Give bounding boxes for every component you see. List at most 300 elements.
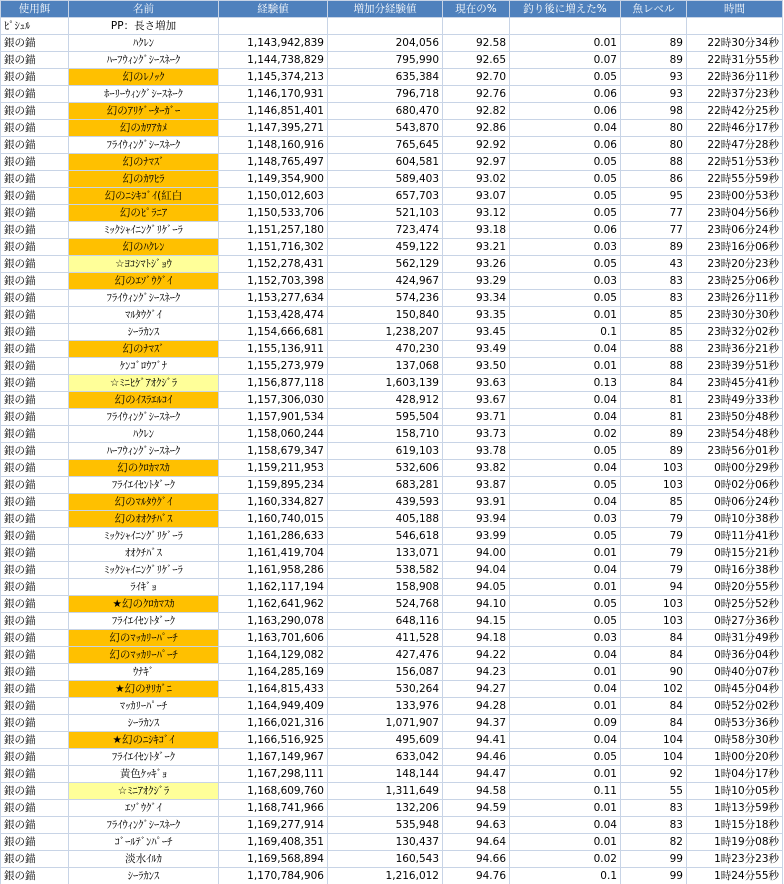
fish-level-cell[interactable]: 79 xyxy=(621,528,687,545)
fish-name-cell[interactable]: ﾎｰﾘｰｳｨﾝｸﾞｼｰｽﾈｰｸ xyxy=(69,86,219,103)
gain-cell[interactable]: 595,504 xyxy=(328,409,443,426)
exp-cell[interactable]: 1,164,285,169 xyxy=(219,664,328,681)
time-cell[interactable]: 1時23分23秒 xyxy=(687,851,783,868)
percent-cell[interactable]: 94.04 xyxy=(443,562,510,579)
increase-cell[interactable]: 0.01 xyxy=(510,698,621,715)
fish-level-cell[interactable]: 95 xyxy=(621,188,687,205)
bait-cell[interactable]: 銀の錨 xyxy=(1,851,69,868)
percent-cell[interactable]: 93.34 xyxy=(443,290,510,307)
exp-cell[interactable]: 1,159,895,234 xyxy=(219,477,328,494)
time-cell[interactable]: 0時52分02秒 xyxy=(687,698,783,715)
time-cell[interactable]: 23時30分30秒 xyxy=(687,307,783,324)
fish-name-cell[interactable]: ﾌﾗｲｴｲｾﾝﾄﾀﾞｰｸ xyxy=(69,477,219,494)
gain-cell[interactable]: 1,071,907 xyxy=(328,715,443,732)
percent-cell[interactable]: 94.46 xyxy=(443,749,510,766)
percent-cell[interactable]: 94.15 xyxy=(443,613,510,630)
fish-level-cell[interactable]: 85 xyxy=(621,307,687,324)
increase-cell[interactable]: 0.06 xyxy=(510,222,621,239)
percent-cell[interactable]: 94.10 xyxy=(443,596,510,613)
percent-cell[interactable]: 94.41 xyxy=(443,732,510,749)
increase-cell[interactable]: 0.05 xyxy=(510,205,621,222)
time-cell[interactable]: 0時27分36秒 xyxy=(687,613,783,630)
exp-cell[interactable]: 1,146,851,401 xyxy=(219,103,328,120)
exp-cell[interactable]: 1,151,257,180 xyxy=(219,222,328,239)
bait-cell[interactable]: 銀の錨 xyxy=(1,647,69,664)
fish-name-cell[interactable]: ☆ﾐﾆﾋｹﾞｱｵｸｼﾞﾗ xyxy=(69,375,219,392)
fish-level-cell[interactable]: 80 xyxy=(621,120,687,137)
percent-cell[interactable]: 92.58 xyxy=(443,35,510,52)
bait-cell[interactable]: 銀の錨 xyxy=(1,579,69,596)
gain-cell[interactable]: 635,384 xyxy=(328,69,443,86)
gain-cell[interactable]: 530,264 xyxy=(328,681,443,698)
fish-name-cell[interactable]: 幻のﾏｯｶﾘｰﾊﾟｰﾁ xyxy=(69,630,219,647)
time-cell[interactable]: 0時06分24秒 xyxy=(687,494,783,511)
percent-cell[interactable]: 93.94 xyxy=(443,511,510,528)
increase-cell[interactable]: 0.02 xyxy=(510,851,621,868)
fish-level-cell[interactable]: 88 xyxy=(621,358,687,375)
bait-cell[interactable]: 銀の錨 xyxy=(1,817,69,834)
fish-name-cell[interactable]: ★幻のｻﾘｶﾞﾆ xyxy=(69,681,219,698)
gain-cell[interactable]: 680,470 xyxy=(328,103,443,120)
increase-cell[interactable]: 0.01 xyxy=(510,307,621,324)
increase-cell[interactable]: 0.05 xyxy=(510,171,621,188)
exp-cell[interactable]: 1,168,741,966 xyxy=(219,800,328,817)
bait-cell[interactable]: 銀の錨 xyxy=(1,749,69,766)
increase-cell[interactable]: 0.01 xyxy=(510,766,621,783)
bait-cell[interactable]: 銀の錨 xyxy=(1,103,69,120)
gain-cell[interactable]: 411,528 xyxy=(328,630,443,647)
exp-cell[interactable]: 1,163,701,606 xyxy=(219,630,328,647)
time-cell[interactable]: 0時20分55秒 xyxy=(687,579,783,596)
exp-cell[interactable]: 1,150,533,706 xyxy=(219,205,328,222)
time-cell[interactable]: 23時49分33秒 xyxy=(687,392,783,409)
bait-cell[interactable]: 銀の錨 xyxy=(1,307,69,324)
fish-level-cell[interactable]: 92 xyxy=(621,766,687,783)
fish-level-cell[interactable]: 83 xyxy=(621,290,687,307)
fish-level-cell[interactable]: 94 xyxy=(621,579,687,596)
percent-cell[interactable]: 94.76 xyxy=(443,868,510,884)
fish-name-cell[interactable]: 幻のﾅﾏｽﾞ xyxy=(69,341,219,358)
fish-name-cell[interactable]: 幻のｴｿﾞｳｸﾞｲ xyxy=(69,273,219,290)
fish-level-cell[interactable] xyxy=(621,18,687,35)
time-cell[interactable]: 22時36分11秒 xyxy=(687,69,783,86)
percent-cell[interactable]: 93.87 xyxy=(443,477,510,494)
percent-cell[interactable]: 93.02 xyxy=(443,171,510,188)
time-cell[interactable]: 23時06分24秒 xyxy=(687,222,783,239)
gain-cell[interactable]: 574,236 xyxy=(328,290,443,307)
exp-cell[interactable] xyxy=(219,18,328,35)
percent-cell[interactable]: 93.49 xyxy=(443,341,510,358)
increase-cell[interactable]: 0.05 xyxy=(510,749,621,766)
time-cell[interactable]: 22時46分17秒 xyxy=(687,120,783,137)
percent-cell[interactable]: 92.65 xyxy=(443,52,510,69)
exp-cell[interactable]: 1,149,354,900 xyxy=(219,171,328,188)
bait-cell[interactable]: 銀の錨 xyxy=(1,324,69,341)
time-cell[interactable]: 23時16分06秒 xyxy=(687,239,783,256)
increase-cell[interactable]: 0.05 xyxy=(510,613,621,630)
bait-cell[interactable]: 銀の錨 xyxy=(1,69,69,86)
fish-name-cell[interactable]: ﾐｯｸｼｬｲﾆﾝｸﾞﾘｹﾞｰﾗ xyxy=(69,528,219,545)
increase-cell[interactable]: 0.05 xyxy=(510,528,621,545)
percent-cell[interactable]: 93.35 xyxy=(443,307,510,324)
exp-cell[interactable]: 1,151,716,302 xyxy=(219,239,328,256)
increase-cell[interactable]: 0.04 xyxy=(510,647,621,664)
fish-name-cell[interactable]: ﾌﾗｲｳｨﾝｸﾞｼｰｽﾈｰｸ xyxy=(69,817,219,834)
fish-level-cell[interactable]: 89 xyxy=(621,426,687,443)
exp-cell[interactable]: 1,150,012,603 xyxy=(219,188,328,205)
fish-name-cell[interactable]: ﾗｲｷﾞｮ xyxy=(69,579,219,596)
bait-cell[interactable]: 銀の錨 xyxy=(1,239,69,256)
gain-cell[interactable]: 470,230 xyxy=(328,341,443,358)
exp-cell[interactable]: 1,147,395,271 xyxy=(219,120,328,137)
increase-cell[interactable]: 0.02 xyxy=(510,426,621,443)
fish-name-cell[interactable]: 幻のｱﾘｹﾞｰﾀｰｶﾞｰ xyxy=(69,103,219,120)
fish-level-cell[interactable]: 81 xyxy=(621,409,687,426)
fish-name-cell[interactable]: ﾌﾗｲｳｨﾝｸﾞｼｰｽﾈｰｸ xyxy=(69,290,219,307)
time-cell[interactable]: 0時36分04秒 xyxy=(687,647,783,664)
gain-cell[interactable]: 405,188 xyxy=(328,511,443,528)
increase-cell[interactable]: 0.05 xyxy=(510,477,621,494)
fish-level-cell[interactable]: 89 xyxy=(621,35,687,52)
increase-cell[interactable]: 0.04 xyxy=(510,494,621,511)
exp-cell[interactable]: 1,155,273,979 xyxy=(219,358,328,375)
fish-name-cell[interactable]: ｺﾞｰﾙﾃﾞﾝﾊﾟｰﾁ xyxy=(69,834,219,851)
percent-cell[interactable]: 93.71 xyxy=(443,409,510,426)
percent-cell[interactable]: 94.64 xyxy=(443,834,510,851)
fish-name-cell[interactable]: ﾊｸﾚﾝ xyxy=(69,35,219,52)
fish-name-cell[interactable]: ☆ﾖｺｼﾏﾄｼﾞｮｳ xyxy=(69,256,219,273)
time-cell[interactable]: 1時00分20秒 xyxy=(687,749,783,766)
fish-level-cell[interactable]: 84 xyxy=(621,375,687,392)
fish-name-cell[interactable]: 幻のｶﾜﾋﾗ xyxy=(69,171,219,188)
bait-cell[interactable]: 銀の錨 xyxy=(1,273,69,290)
exp-cell[interactable]: 1,160,334,827 xyxy=(219,494,328,511)
percent-cell[interactable] xyxy=(443,18,510,35)
fish-level-cell[interactable]: 89 xyxy=(621,443,687,460)
fish-level-cell[interactable]: 86 xyxy=(621,171,687,188)
exp-cell[interactable]: 1,162,117,194 xyxy=(219,579,328,596)
exp-cell[interactable]: 1,161,419,704 xyxy=(219,545,328,562)
exp-cell[interactable]: 1,145,374,213 xyxy=(219,69,328,86)
percent-cell[interactable]: 93.63 xyxy=(443,375,510,392)
percent-cell[interactable]: 92.86 xyxy=(443,120,510,137)
percent-cell[interactable]: 92.76 xyxy=(443,86,510,103)
fish-name-cell[interactable]: ﾐｯｸｼｬｲﾆﾝｸﾞﾘｹﾞｰﾗ xyxy=(69,562,219,579)
exp-cell[interactable]: 1,159,211,953 xyxy=(219,460,328,477)
fish-name-cell[interactable]: ﾏﾙﾀｳｸﾞｲ xyxy=(69,307,219,324)
percent-cell[interactable]: 94.23 xyxy=(443,664,510,681)
bait-cell[interactable]: 銀の錨 xyxy=(1,783,69,800)
increase-cell[interactable]: 0.01 xyxy=(510,834,621,851)
fish-level-cell[interactable]: 99 xyxy=(621,868,687,884)
percent-cell[interactable]: 93.45 xyxy=(443,324,510,341)
bait-cell[interactable]: 銀の錨 xyxy=(1,766,69,783)
exp-cell[interactable]: 1,158,060,244 xyxy=(219,426,328,443)
fish-level-cell[interactable]: 103 xyxy=(621,613,687,630)
time-cell[interactable]: 0時53分36秒 xyxy=(687,715,783,732)
fish-level-cell[interactable]: 104 xyxy=(621,732,687,749)
gain-cell[interactable]: 133,976 xyxy=(328,698,443,715)
fish-level-cell[interactable]: 83 xyxy=(621,817,687,834)
time-cell[interactable]: 22時55分59秒 xyxy=(687,171,783,188)
exp-cell[interactable]: 1,153,277,634 xyxy=(219,290,328,307)
increase-cell[interactable]: 0.05 xyxy=(510,290,621,307)
exp-cell[interactable]: 1,143,942,839 xyxy=(219,35,328,52)
gain-cell[interactable]: 427,476 xyxy=(328,647,443,664)
fish-name-cell[interactable]: ﾊｰﾌｳｨﾝｸﾞｼｰｽﾈｰｸ xyxy=(69,52,219,69)
column-header-gain[interactable]: 増加分経験値 xyxy=(328,1,443,18)
bait-cell[interactable]: ﾋﾟｼｭﾙ xyxy=(1,18,69,35)
exp-cell[interactable]: 1,167,298,111 xyxy=(219,766,328,783)
increase-cell[interactable]: 0.03 xyxy=(510,630,621,647)
percent-cell[interactable]: 94.63 xyxy=(443,817,510,834)
bait-cell[interactable]: 銀の錨 xyxy=(1,630,69,647)
percent-cell[interactable]: 93.82 xyxy=(443,460,510,477)
increase-cell[interactable]: 0.11 xyxy=(510,783,621,800)
fish-level-cell[interactable]: 79 xyxy=(621,511,687,528)
increase-cell[interactable]: 0.01 xyxy=(510,800,621,817)
fish-level-cell[interactable]: 88 xyxy=(621,154,687,171)
exp-cell[interactable]: 1,154,666,681 xyxy=(219,324,328,341)
time-cell[interactable]: 22時42分25秒 xyxy=(687,103,783,120)
exp-cell[interactable]: 1,157,901,534 xyxy=(219,409,328,426)
gain-cell[interactable]: 424,967 xyxy=(328,273,443,290)
increase-cell[interactable]: 0.05 xyxy=(510,69,621,86)
percent-cell[interactable]: 93.78 xyxy=(443,443,510,460)
fish-name-cell[interactable]: ★幻のﾆｼｷｺﾞｲ xyxy=(69,732,219,749)
bait-cell[interactable]: 銀の錨 xyxy=(1,681,69,698)
percent-cell[interactable]: 94.05 xyxy=(443,579,510,596)
exp-cell[interactable]: 1,152,703,398 xyxy=(219,273,328,290)
bait-cell[interactable]: 銀の錨 xyxy=(1,256,69,273)
fish-name-cell[interactable]: ｼｰﾗｶﾝｽ xyxy=(69,324,219,341)
increase-cell[interactable]: 0.01 xyxy=(510,358,621,375)
fish-name-cell[interactable]: 淡水ｲﾙｶ xyxy=(69,851,219,868)
time-cell[interactable]: 0時00分29秒 xyxy=(687,460,783,477)
percent-cell[interactable]: 93.29 xyxy=(443,273,510,290)
gain-cell[interactable]: 723,474 xyxy=(328,222,443,239)
time-cell[interactable]: 23時20分23秒 xyxy=(687,256,783,273)
time-cell[interactable]: 23時25分06秒 xyxy=(687,273,783,290)
time-cell[interactable]: 22時47分28秒 xyxy=(687,137,783,154)
percent-cell[interactable]: 94.59 xyxy=(443,800,510,817)
percent-cell[interactable]: 94.58 xyxy=(443,783,510,800)
gain-cell[interactable]: 133,071 xyxy=(328,545,443,562)
fish-level-cell[interactable]: 93 xyxy=(621,69,687,86)
bait-cell[interactable]: 銀の錨 xyxy=(1,426,69,443)
fish-name-cell[interactable]: ★幻のｸﾛｶﾏｽｶ xyxy=(69,596,219,613)
exp-cell[interactable]: 1,161,286,633 xyxy=(219,528,328,545)
time-cell[interactable]: 22時37分23秒 xyxy=(687,86,783,103)
percent-cell[interactable]: 93.07 xyxy=(443,188,510,205)
increase-cell[interactable]: 0.05 xyxy=(510,188,621,205)
time-cell[interactable]: 1時19分08秒 xyxy=(687,834,783,851)
time-cell[interactable]: 1時15分18秒 xyxy=(687,817,783,834)
time-cell[interactable]: 23時36分21秒 xyxy=(687,341,783,358)
fish-name-cell[interactable]: ｴｿﾞｳｸﾞｲ xyxy=(69,800,219,817)
time-cell[interactable]: 23時00分53秒 xyxy=(687,188,783,205)
bait-cell[interactable]: 銀の錨 xyxy=(1,35,69,52)
fish-name-cell[interactable]: ﾌﾗｲｳｨﾝｸﾞｼｰｽﾈｰｸ xyxy=(69,409,219,426)
column-header-time[interactable]: 時間 xyxy=(687,1,783,18)
fish-name-cell[interactable]: ｹﾝｺﾞﾛｳﾌﾞﾅ xyxy=(69,358,219,375)
fish-name-cell[interactable]: 幻のﾋﾟﾗﾆｱ xyxy=(69,205,219,222)
increase-cell[interactable]: 0.05 xyxy=(510,596,621,613)
time-cell[interactable]: 0時40分07秒 xyxy=(687,664,783,681)
increase-cell[interactable]: 0.05 xyxy=(510,154,621,171)
percent-cell[interactable]: 92.70 xyxy=(443,69,510,86)
percent-cell[interactable]: 93.26 xyxy=(443,256,510,273)
increase-cell[interactable]: 0.1 xyxy=(510,324,621,341)
increase-cell[interactable]: 0.04 xyxy=(510,120,621,137)
exp-cell[interactable]: 1,157,306,030 xyxy=(219,392,328,409)
gain-cell[interactable]: 796,718 xyxy=(328,86,443,103)
column-header-name[interactable]: 名前 xyxy=(69,1,219,18)
fish-name-cell[interactable]: ｼｰﾗｶﾝｽ xyxy=(69,715,219,732)
exp-cell[interactable]: 1,160,740,015 xyxy=(219,511,328,528)
time-cell[interactable]: 0時31分49秒 xyxy=(687,630,783,647)
gain-cell[interactable]: 1,603,139 xyxy=(328,375,443,392)
gain-cell[interactable]: 137,068 xyxy=(328,358,443,375)
increase-cell[interactable]: 0.01 xyxy=(510,35,621,52)
exp-cell[interactable]: 1,158,679,347 xyxy=(219,443,328,460)
fish-level-cell[interactable]: 93 xyxy=(621,86,687,103)
gain-cell[interactable]: 521,103 xyxy=(328,205,443,222)
exp-cell[interactable]: 1,162,641,962 xyxy=(219,596,328,613)
increase-cell[interactable]: 0.05 xyxy=(510,443,621,460)
fish-level-cell[interactable]: 89 xyxy=(621,52,687,69)
exp-cell[interactable]: 1,146,170,931 xyxy=(219,86,328,103)
gain-cell[interactable]: 546,618 xyxy=(328,528,443,545)
gain-cell[interactable] xyxy=(328,18,443,35)
increase-cell[interactable]: 0.07 xyxy=(510,52,621,69)
bait-cell[interactable]: 銀の錨 xyxy=(1,341,69,358)
time-cell[interactable]: 23時56分01秒 xyxy=(687,443,783,460)
percent-cell[interactable]: 94.27 xyxy=(443,681,510,698)
gain-cell[interactable]: 495,609 xyxy=(328,732,443,749)
percent-cell[interactable]: 93.73 xyxy=(443,426,510,443)
increase-cell[interactable]: 0.04 xyxy=(510,341,621,358)
time-cell[interactable]: 0時11分41秒 xyxy=(687,528,783,545)
gain-cell[interactable]: 130,437 xyxy=(328,834,443,851)
percent-cell[interactable]: 94.28 xyxy=(443,698,510,715)
fish-level-cell[interactable]: 84 xyxy=(621,698,687,715)
exp-cell[interactable]: 1,167,149,967 xyxy=(219,749,328,766)
bait-cell[interactable]: 銀の錨 xyxy=(1,375,69,392)
column-header-percent[interactable]: 現在の% xyxy=(443,1,510,18)
increase-cell[interactable] xyxy=(510,18,621,35)
column-header-exp[interactable]: 経験値 xyxy=(219,1,328,18)
gain-cell[interactable]: 604,581 xyxy=(328,154,443,171)
percent-cell[interactable]: 92.92 xyxy=(443,137,510,154)
percent-cell[interactable]: 93.50 xyxy=(443,358,510,375)
fish-level-cell[interactable]: 85 xyxy=(621,494,687,511)
gain-cell[interactable]: 765,645 xyxy=(328,137,443,154)
fish-level-cell[interactable]: 77 xyxy=(621,222,687,239)
gain-cell[interactable]: 589,403 xyxy=(328,171,443,188)
exp-cell[interactable]: 1,155,136,911 xyxy=(219,341,328,358)
gain-cell[interactable]: 532,606 xyxy=(328,460,443,477)
gain-cell[interactable]: 657,703 xyxy=(328,188,443,205)
time-cell[interactable]: 0時25分52秒 xyxy=(687,596,783,613)
fish-name-cell[interactable]: ﾏｯｶﾘｰﾊﾟｰﾁ xyxy=(69,698,219,715)
gain-cell[interactable]: 633,042 xyxy=(328,749,443,766)
fish-name-cell[interactable]: ﾊｸﾚﾝ xyxy=(69,426,219,443)
increase-cell[interactable]: 0.1 xyxy=(510,868,621,884)
percent-cell[interactable]: 92.82 xyxy=(443,103,510,120)
percent-cell[interactable]: 94.66 xyxy=(443,851,510,868)
exp-cell[interactable]: 1,164,815,433 xyxy=(219,681,328,698)
fish-name-cell[interactable]: 幻のｲｽﾗｴﾙｺｲ xyxy=(69,392,219,409)
bait-cell[interactable]: 銀の錨 xyxy=(1,494,69,511)
bait-cell[interactable]: 銀の錨 xyxy=(1,562,69,579)
exp-cell[interactable]: 1,169,568,894 xyxy=(219,851,328,868)
exp-cell[interactable]: 1,144,738,829 xyxy=(219,52,328,69)
gain-cell[interactable]: 1,311,649 xyxy=(328,783,443,800)
gain-cell[interactable]: 535,948 xyxy=(328,817,443,834)
exp-cell[interactable]: 1,163,290,078 xyxy=(219,613,328,630)
gain-cell[interactable]: 795,990 xyxy=(328,52,443,69)
fish-name-cell[interactable]: 幻のﾚﾉｯｸ xyxy=(69,69,219,86)
fish-name-cell[interactable]: 幻のﾊｸﾚﾝ xyxy=(69,239,219,256)
exp-cell[interactable]: 1,153,428,474 xyxy=(219,307,328,324)
gain-cell[interactable]: 524,768 xyxy=(328,596,443,613)
fish-level-cell[interactable]: 84 xyxy=(621,630,687,647)
exp-cell[interactable]: 1,148,160,916 xyxy=(219,137,328,154)
increase-cell[interactable]: 0.03 xyxy=(510,239,621,256)
column-header-increase[interactable]: 釣り後に増えた% xyxy=(510,1,621,18)
percent-cell[interactable]: 93.99 xyxy=(443,528,510,545)
percent-cell[interactable]: 93.67 xyxy=(443,392,510,409)
time-cell[interactable]: 23時39分51秒 xyxy=(687,358,783,375)
bait-cell[interactable]: 銀の錨 xyxy=(1,477,69,494)
fish-name-cell[interactable]: 幻のﾏﾙﾀｳｸﾞｲ xyxy=(69,494,219,511)
fish-name-cell[interactable]: 黄色ｹｯｷﾞｮ xyxy=(69,766,219,783)
fish-level-cell[interactable]: 88 xyxy=(621,341,687,358)
exp-cell[interactable]: 1,148,765,497 xyxy=(219,154,328,171)
bait-cell[interactable]: 銀の錨 xyxy=(1,86,69,103)
time-cell[interactable]: 22時31分55秒 xyxy=(687,52,783,69)
percent-cell[interactable]: 94.00 xyxy=(443,545,510,562)
time-cell[interactable]: 0時10分38秒 xyxy=(687,511,783,528)
fish-level-cell[interactable]: 84 xyxy=(621,647,687,664)
fish-level-cell[interactable]: 84 xyxy=(621,715,687,732)
time-cell[interactable]: 0時58分30秒 xyxy=(687,732,783,749)
time-cell[interactable]: 23時45分41秒 xyxy=(687,375,783,392)
time-cell[interactable]: 0時16分38秒 xyxy=(687,562,783,579)
exp-cell[interactable]: 1,161,958,286 xyxy=(219,562,328,579)
exp-cell[interactable]: 1,156,877,118 xyxy=(219,375,328,392)
percent-cell[interactable]: 94.18 xyxy=(443,630,510,647)
increase-cell[interactable]: 0.04 xyxy=(510,817,621,834)
fish-name-cell[interactable]: 幻のﾆｼｷｺﾞｲ(紅白 xyxy=(69,188,219,205)
column-header-bait[interactable]: 使用餌 xyxy=(1,1,69,18)
fish-name-cell[interactable]: ｼｰﾗｶﾝｽ xyxy=(69,868,219,884)
increase-cell[interactable]: 0.04 xyxy=(510,460,621,477)
bait-cell[interactable]: 銀の錨 xyxy=(1,545,69,562)
bait-cell[interactable]: 銀の錨 xyxy=(1,392,69,409)
fish-name-cell[interactable]: PP：長さ増加 xyxy=(69,18,219,35)
time-cell[interactable]: 1時10分05秒 xyxy=(687,783,783,800)
bait-cell[interactable]: 銀の錨 xyxy=(1,596,69,613)
gain-cell[interactable]: 543,870 xyxy=(328,120,443,137)
gain-cell[interactable]: 439,593 xyxy=(328,494,443,511)
bait-cell[interactable]: 銀の錨 xyxy=(1,732,69,749)
gain-cell[interactable]: 156,087 xyxy=(328,664,443,681)
bait-cell[interactable]: 銀の錨 xyxy=(1,613,69,630)
gain-cell[interactable]: 160,543 xyxy=(328,851,443,868)
bait-cell[interactable]: 銀の錨 xyxy=(1,52,69,69)
